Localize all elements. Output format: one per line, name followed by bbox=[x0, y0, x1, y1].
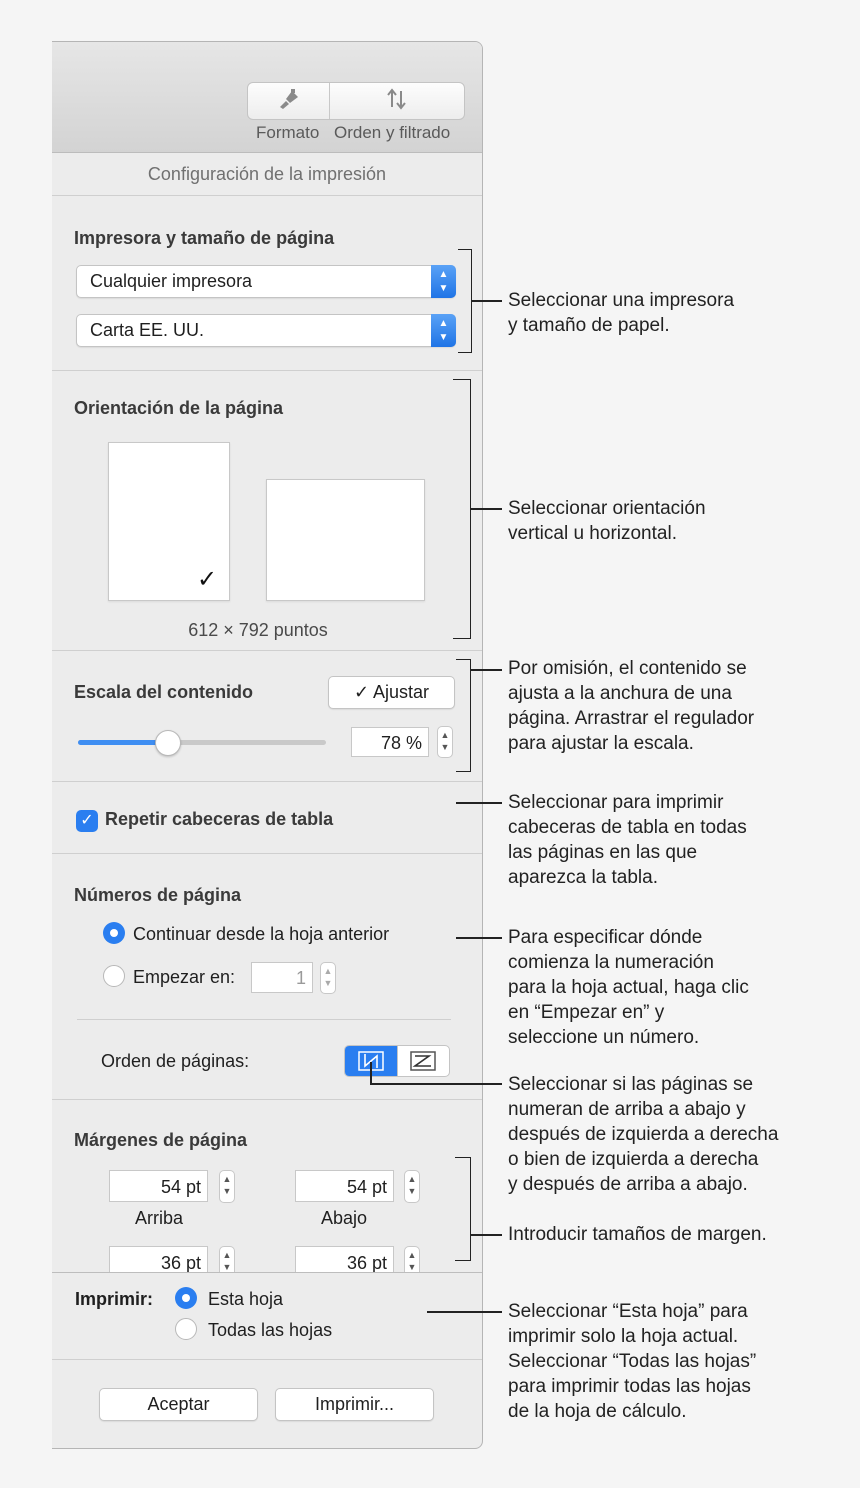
scale-section-title: Escala del contenido bbox=[74, 682, 254, 702]
portrait-orientation-button[interactable] bbox=[108, 442, 230, 601]
panel-subtitle: Configuración de la impresión bbox=[147, 164, 387, 184]
this-sheet-label: Esta hoja bbox=[208, 1289, 284, 1309]
callout-numbering: Para especificar dónde comienza la numeración para la hoja actual, haga clic en “Empezar en” y seleccione un número. bbox=[508, 927, 749, 1048]
orientation-section-title: Orientación de la página bbox=[74, 398, 284, 418]
paper-size-value: Carta EE. UU. bbox=[90, 320, 205, 340]
page-order-control bbox=[344, 1045, 450, 1077]
bottom-margin-stepper[interactable]: ▲ ▼ bbox=[404, 1170, 420, 1203]
start-at-stepper[interactable]: ▲ ▼ bbox=[320, 962, 336, 994]
repeat-headers-label: Repetir cabeceras de tabla bbox=[105, 809, 334, 829]
callout-scale: Por omisión, el contenido se ajusta a la anchura de una página. Arrastrar el regulador para ajustar la escala. bbox=[508, 658, 755, 754]
start-at-field[interactable]: 1 bbox=[251, 962, 313, 993]
printer-select-value: Cualquier impresora bbox=[90, 271, 253, 291]
scale-slider-track[interactable] bbox=[78, 740, 326, 745]
left-margin-field[interactable]: 36 pt bbox=[109, 1246, 208, 1272]
print-setup-inspector bbox=[52, 41, 483, 1449]
checkmark-icon: ✓ bbox=[197, 566, 218, 593]
inspector-toolbar bbox=[52, 42, 482, 153]
paintbrush-icon[interactable] bbox=[248, 87, 329, 117]
repeat-headers-checkbox[interactable]: ✓ bbox=[76, 810, 98, 832]
top-margin-field[interactable]: 54 pt bbox=[109, 1170, 208, 1202]
callout-leader-numbering bbox=[456, 937, 502, 939]
divider bbox=[52, 1359, 482, 1360]
print-label: Imprimir: bbox=[75, 1289, 154, 1309]
callout-leader-order-vertical bbox=[370, 1062, 372, 1084]
page-numbers-section-title: Números de página bbox=[74, 885, 242, 905]
top-margin-stepper[interactable]: ▲ ▼ bbox=[219, 1170, 235, 1203]
divider bbox=[52, 853, 482, 854]
callout-bracket-printer bbox=[458, 249, 472, 353]
callout-leader-print bbox=[427, 1311, 502, 1313]
margins-section-title: Márgenes de página bbox=[74, 1130, 248, 1150]
right-margin-field[interactable]: 36 pt bbox=[295, 1246, 394, 1272]
callout-orientation: Seleccionar orientación vertical u horizontal. bbox=[508, 498, 706, 544]
callout-leader-margins bbox=[471, 1234, 502, 1236]
printer-select[interactable] bbox=[76, 265, 456, 298]
divider bbox=[52, 1272, 482, 1273]
callout-bracket-orientation bbox=[453, 379, 471, 639]
divider bbox=[52, 195, 482, 196]
page-size-text: 612 × 792 puntos bbox=[188, 620, 328, 640]
printer-section-title: Impresora y tamaño de página bbox=[74, 228, 335, 248]
divider bbox=[52, 650, 482, 651]
popup-arrows-icon: ▲ ▼ bbox=[431, 265, 456, 298]
callout-leader-order bbox=[370, 1083, 502, 1085]
all-sheets-radio[interactable] bbox=[175, 1318, 197, 1340]
bottom-margin-field[interactable]: 54 pt bbox=[295, 1170, 394, 1202]
right-margin-stepper[interactable]: ▲ ▼ bbox=[404, 1246, 420, 1272]
bottom-margin-label: Abajo bbox=[321, 1208, 368, 1228]
divider bbox=[52, 1099, 482, 1100]
callout-leader-printer bbox=[472, 300, 502, 302]
tab-format[interactable]: Formato bbox=[256, 123, 320, 142]
callout-bracket-margins bbox=[455, 1157, 471, 1261]
inspector-tab-control bbox=[247, 82, 465, 120]
continue-numbering-label: Continuar desde la hoja anterior bbox=[133, 924, 390, 944]
scale-slider-fill bbox=[78, 740, 167, 745]
this-sheet-radio[interactable] bbox=[175, 1287, 197, 1309]
tab-sort-filter[interactable]: Orden y filtrado bbox=[334, 123, 451, 142]
callout-bracket-scale bbox=[456, 659, 471, 772]
divider bbox=[52, 781, 482, 782]
callout-order: Seleccionar si las páginas se numeran de arriba a abajo y después de izquierda a derecha o bien de izquierda a derecha y después de arriba a abajo. bbox=[508, 1074, 779, 1195]
all-sheets-label: Todas las hojas bbox=[208, 1320, 333, 1340]
scale-value-field[interactable]: 78 % bbox=[351, 727, 429, 757]
callout-leader-headers bbox=[456, 802, 502, 804]
sort-arrows-icon[interactable] bbox=[330, 87, 464, 117]
page-order-label: Orden de páginas: bbox=[101, 1051, 250, 1071]
popup-arrows-icon: ▲ ▼ bbox=[431, 314, 456, 347]
print-button[interactable]: Imprimir... bbox=[275, 1388, 434, 1421]
divider bbox=[77, 1019, 451, 1020]
top-margin-label: Arriba bbox=[135, 1208, 184, 1228]
callout-leader-scale bbox=[471, 669, 502, 671]
left-margin-stepper[interactable]: ▲ ▼ bbox=[219, 1246, 235, 1272]
start-at-label: Empezar en: bbox=[133, 967, 236, 987]
start-at-radio[interactable] bbox=[103, 965, 125, 987]
divider bbox=[52, 370, 482, 371]
callout-print: Seleccionar “Esta hoja” para imprimir solo la hoja actual. Seleccionar “Todas las hojas” para imprimir todas las hojas de la hoja de cálculo. bbox=[508, 1301, 757, 1422]
scale-stepper[interactable]: ▲ ▼ bbox=[437, 726, 453, 758]
accept-button[interactable]: Aceptar bbox=[99, 1388, 258, 1421]
callout-printer: Seleccionar una impresora y tamaño de papel. bbox=[508, 290, 735, 336]
callout-headers: Seleccionar para imprimir cabeceras de tabla en todas las páginas en las que aparezca la tabla. bbox=[508, 792, 747, 888]
continue-numbering-radio[interactable] bbox=[103, 922, 125, 944]
margins-scroll-clip bbox=[52, 1242, 482, 1272]
callout-margins: Introducir tamaños de margen. bbox=[508, 1224, 767, 1245]
across-then-down-icon[interactable] bbox=[398, 1046, 449, 1076]
landscape-orientation-button[interactable] bbox=[266, 479, 425, 601]
scale-slider-knob[interactable] bbox=[155, 730, 181, 756]
fit-button[interactable]: ✓ Ajustar bbox=[328, 676, 455, 709]
paper-size-select[interactable] bbox=[76, 314, 456, 347]
callout-leader-orientation bbox=[471, 508, 502, 510]
